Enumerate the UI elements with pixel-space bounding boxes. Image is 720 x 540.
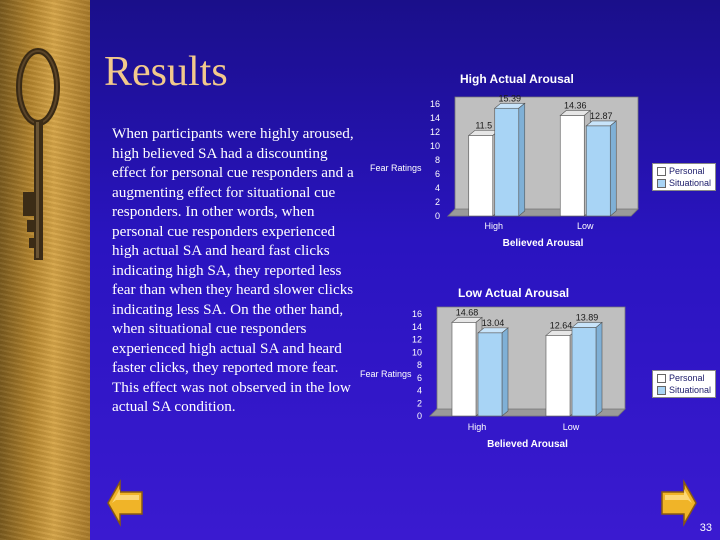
y-axis-label: Fear Ratings [370,163,422,173]
y-tick-label: 12 [411,334,422,345]
bar-personal-low [560,115,584,216]
bar-value-label: 12.64 [549,320,573,331]
bar-situational-low [586,126,610,216]
x-tick-label: Low [562,422,580,432]
bar-side [610,121,616,216]
bar-situational-high [478,333,502,416]
legend-label-personal: Personal [669,373,705,383]
bar-value-label: 12.87 [589,110,613,121]
bar-personal-high [469,136,493,217]
previous-slide-button[interactable] [106,478,144,528]
legend-swatch-situational [657,179,666,188]
legend-swatch-situational [657,386,666,395]
bar-side [519,103,525,216]
bar-value-label: 15.39 [498,93,522,104]
y-axis-label: Fear Ratings [360,369,412,379]
x-tick-label: High [484,221,504,231]
page-number: 33 [699,522,712,534]
y-tick-label: 16 [411,309,422,319]
legend-label-situational: Situational [669,178,712,188]
bar-value-label: 11.5 [475,120,493,131]
skeleton-key-image [5,42,75,262]
y-tick-label: 6 [434,169,440,179]
legend-label-situational: Situational [669,385,712,395]
chart-high-title: High Actual Arousal [460,72,574,86]
bar-situational-low [572,327,596,416]
y-tick-label: 14 [429,113,440,123]
chart-high-legend [652,163,716,191]
x-tick-label: High [467,422,487,432]
bar-value-label: 13.04 [481,317,505,328]
chart-low-actual-arousal [320,306,650,456]
legend-label-personal: Personal [669,166,705,176]
legend-row-personal [657,372,711,384]
bar-side [502,328,508,416]
slide-title: Results [104,49,228,95]
y-tick-label: 16 [429,99,440,109]
x-axis-label: Believed Arousal [487,439,568,450]
legend-swatch-personal [657,374,666,383]
chart-low-legend [652,370,716,398]
y-tick-label: 4 [416,385,422,396]
bar-value-label: 14.36 [563,100,587,111]
y-tick-label: 2 [434,197,440,207]
y-tick-label: 2 [416,398,422,409]
y-tick-label: 10 [429,141,440,151]
y-tick-label: 0 [434,211,440,221]
bar-value-label: 13.89 [575,312,599,323]
y-tick-label: 4 [434,183,440,193]
bar-value-label: 14.68 [455,307,479,318]
legend-row-situational [657,177,711,189]
bar-side [596,322,602,416]
bar-personal-low [546,335,570,416]
y-tick-label: 12 [429,127,440,137]
chart-low-title: Low Actual Arousal [458,286,570,300]
chart-high-actual-arousal [330,93,650,256]
legend-swatch-personal [657,167,666,176]
next-slide-button[interactable] [660,478,698,528]
legend-row-personal [657,165,711,177]
legend-row-situational [657,384,711,396]
x-tick-label: Low [576,221,594,231]
y-tick-label: 10 [411,347,422,358]
y-tick-label: 6 [416,372,422,383]
x-axis-label: Believed Arousal [502,238,584,249]
y-tick-label: 8 [416,360,422,370]
y-tick-label: 14 [411,321,422,332]
bar-situational-high [495,108,519,216]
slide-body-text: When participants were highly aroused, high believed SA had a discounting effect for personal cue responders and a augmenting effect for situational cue responders. In other words, when personal cue responders experienced high actual SA and heard fast clicks indicating high SA, they reported less fear than when they heard slower clicks indicating less SA. On the other hand, when situational cue responders experienced high actual SA and heard faster clicks, they reported more fear. This effect was not observed in the low actual SA condition. [112,125,354,415]
y-tick-label: 8 [434,155,440,165]
bar-personal-high [452,322,476,416]
y-tick-label: 0 [416,411,422,421]
